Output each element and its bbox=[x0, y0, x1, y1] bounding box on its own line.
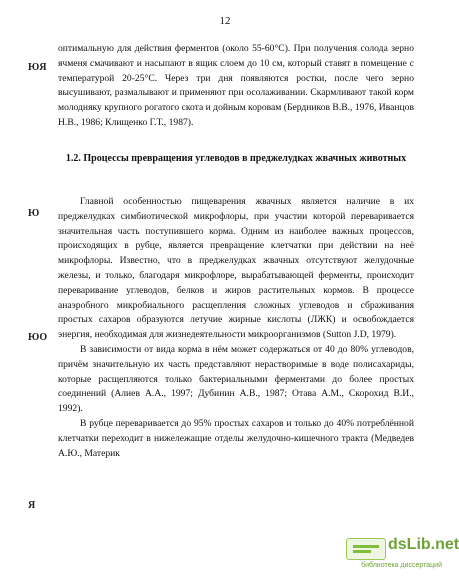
watermark-title: dsLib.net bbox=[388, 536, 459, 553]
paragraph: оптимальную для действия ферментов (около 55-60°С). При получения солода зерно ячменя смачивают и насыпают в ящик слоем до 10 см, который ставят в помещение с температурой 20-25°С. Через три дня появляются ростки, после чего зерно высушивают, размалывают и применяют при осолаживании. Скармливают такой корм молодняку крупного рогатого скота и дойным коровам (Бердников В.В., 1976, Иванцов Н.В., 1986; Клищенко Г.Т., 1987). bbox=[58, 43, 414, 128]
paragraph: В рубце переваривается до 95% простых сахаров и только до 40% потреблённой клетчатки переходит в нижележащие отделы желудочно-кишечного тракта (Медведев А.Ю., Материк bbox=[58, 417, 414, 459]
watermark[interactable] bbox=[340, 536, 459, 576]
margin-mark: Я bbox=[28, 500, 36, 511]
paragraph: В зависимости от вида корма в нём может содержаться от 40 до 80% углеводов, причём значительную их часть представляют нерастворимые в воде полисахариды, которые расщепляются только бактериальными ферментами до более простых соединений (Алиев А.А., 1997; Дубинин А.В., 1987; Отава А.М., Скорохид В.И., 1992). bbox=[58, 343, 414, 415]
text-block-main bbox=[58, 195, 414, 461]
page-number: 12 bbox=[219, 15, 231, 27]
text-block-intro bbox=[58, 42, 414, 131]
book-logo-icon bbox=[346, 538, 386, 560]
margin-mark: ЮЯ bbox=[28, 62, 47, 73]
margin-mark: Ю bbox=[28, 208, 40, 219]
paragraph: Главной особенностью пищеварения жвачных является наличие в их преджелудках симбиотической микрофлоры, при участии которой переваривается значительная часть поступившего корма. Одним из наиболее важных процессов, происходящих в рубце, является превращение клетчатки при действии на неё микрофлоры. Известно, что в преджелудках жвачных отсутствуют желудочные железы, и только, благодаря микрофлоре, вырабатывающей ферменты, происходит переваривание углеводов, белков и жиров растительных кормов. В процессе анаэробного микробиального расщепления сложных углеводов и сбраживания простых сахаров образуются летучие жирные кислоты (ЛЖК) и освобождается энергия, необходимая для жизнедеятельности микроорганизмов (Sutton J.D, 1979). bbox=[58, 196, 414, 341]
watermark-subtitle: библиотека диссертаций bbox=[361, 562, 442, 569]
margin-mark: ЮО bbox=[28, 332, 48, 343]
section-heading: 1.2. Процессы превращения углеводов в преджелудках жвачных животных bbox=[65, 153, 407, 164]
